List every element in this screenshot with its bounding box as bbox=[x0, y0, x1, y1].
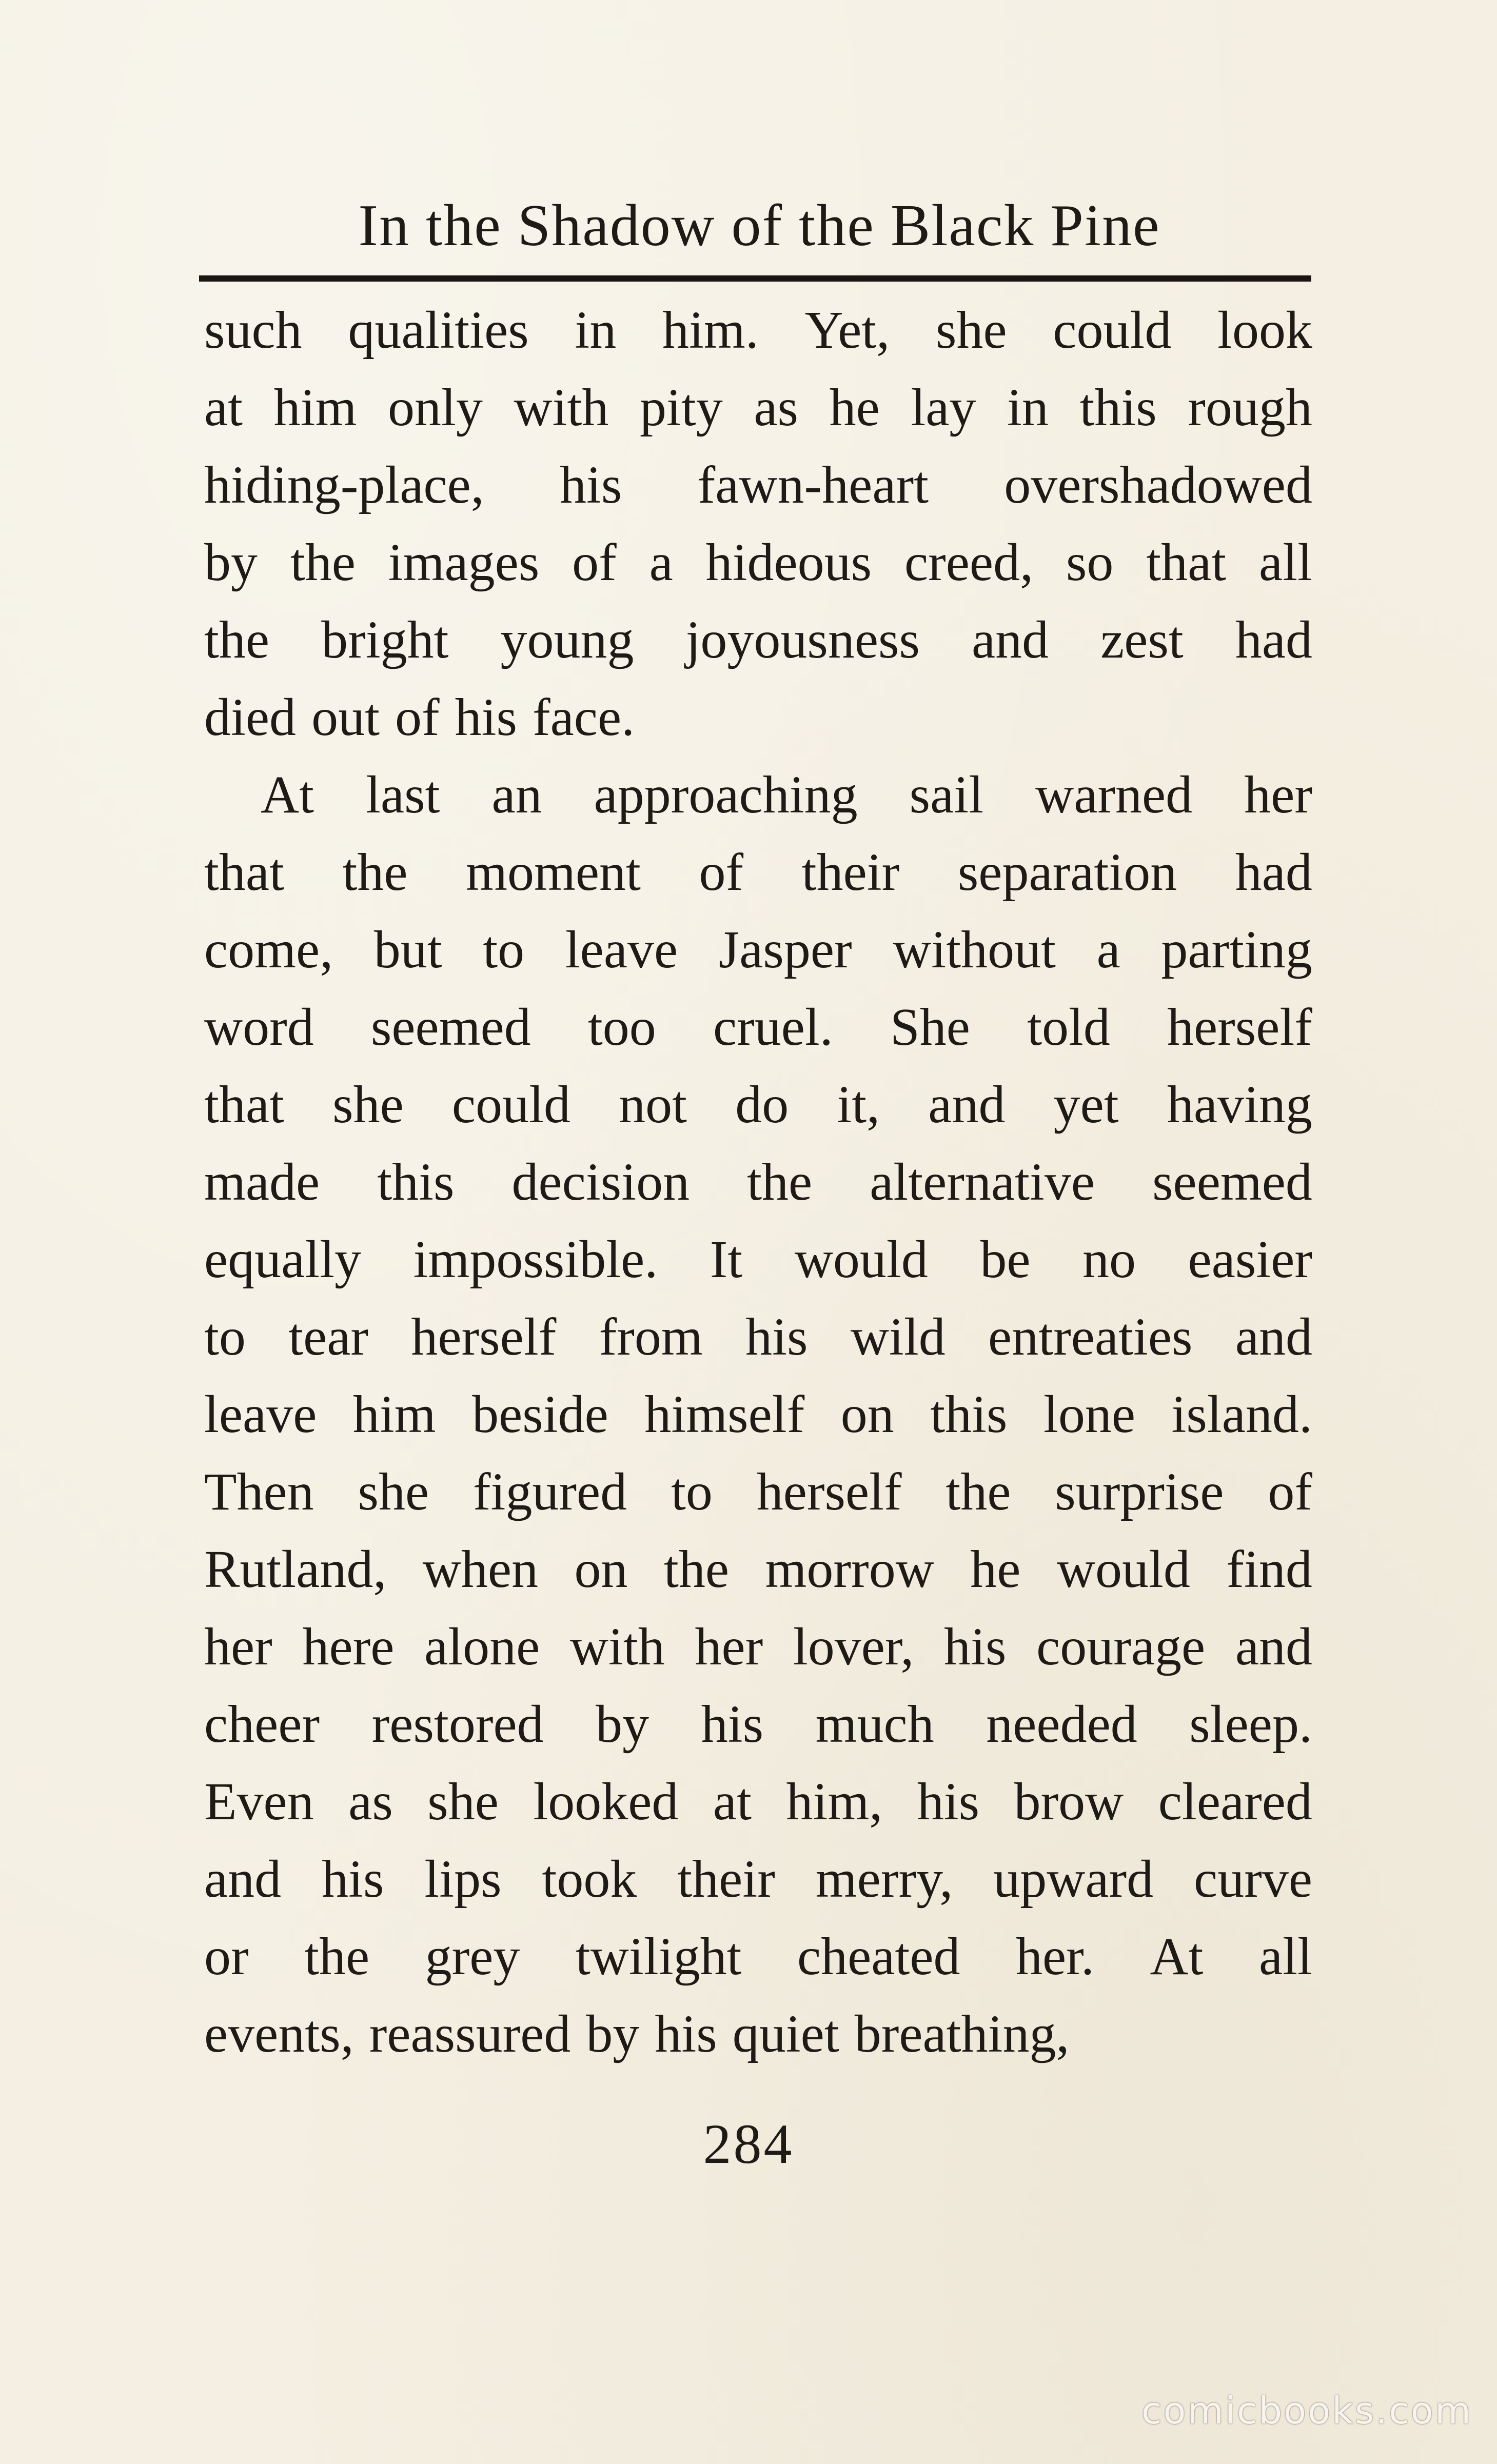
word: his bbox=[560, 455, 622, 514]
word: made bbox=[204, 1152, 320, 1211]
word: courage bbox=[1036, 1617, 1206, 1676]
word: cleared bbox=[1158, 1772, 1312, 1831]
word: all bbox=[1258, 1927, 1312, 1986]
word: lips bbox=[424, 1850, 502, 1909]
word: rough bbox=[1188, 378, 1312, 437]
word: hiding-place, bbox=[204, 455, 484, 514]
word: do bbox=[735, 1075, 789, 1134]
word: her. bbox=[1015, 1927, 1095, 1986]
word: creed, bbox=[904, 533, 1034, 592]
text-line bbox=[204, 1143, 1312, 1221]
word: he bbox=[970, 1540, 1021, 1599]
word: could bbox=[1053, 301, 1172, 360]
word: to bbox=[671, 1462, 713, 1521]
word: by bbox=[596, 1695, 649, 1754]
word: she bbox=[358, 1462, 429, 1521]
word: at bbox=[713, 1772, 752, 1831]
word: face. bbox=[532, 688, 635, 747]
word: she bbox=[332, 1075, 404, 1134]
word: in bbox=[1007, 378, 1049, 437]
text-line bbox=[204, 988, 1312, 1066]
word: to bbox=[483, 920, 525, 979]
word: It bbox=[710, 1230, 743, 1289]
word: curve bbox=[1194, 1850, 1312, 1909]
word: seemed bbox=[370, 998, 531, 1057]
word: the bbox=[204, 610, 270, 669]
text-line bbox=[204, 601, 1312, 679]
header-rule bbox=[199, 275, 1311, 282]
word: or bbox=[204, 1927, 249, 1986]
word: on bbox=[840, 1385, 894, 1444]
word: of bbox=[1268, 1462, 1312, 1521]
word: from bbox=[599, 1307, 703, 1366]
word: that bbox=[204, 1075, 284, 1134]
word: parting bbox=[1161, 920, 1312, 979]
word: in bbox=[575, 301, 617, 360]
word: and bbox=[928, 1075, 1006, 1134]
word: as bbox=[348, 1772, 393, 1831]
watermark-text: comicbooks.com bbox=[1141, 2389, 1472, 2432]
text-line bbox=[204, 1685, 1312, 1763]
text-line bbox=[204, 1221, 1312, 1298]
word: with bbox=[569, 1617, 665, 1676]
word: the bbox=[304, 1927, 370, 1986]
word: last bbox=[366, 765, 440, 824]
word: it, bbox=[837, 1075, 880, 1134]
word: his bbox=[944, 1617, 1007, 1676]
word: decision bbox=[511, 1152, 690, 1211]
word: moment bbox=[466, 843, 641, 902]
word: herself bbox=[756, 1462, 902, 1521]
word: approaching bbox=[594, 765, 858, 824]
word: him bbox=[273, 378, 357, 437]
word: be bbox=[980, 1230, 1031, 1289]
word: would bbox=[1056, 1540, 1190, 1599]
word: her bbox=[1244, 765, 1312, 824]
word: joyousness bbox=[685, 610, 920, 669]
word: of bbox=[395, 688, 440, 747]
text-line bbox=[204, 1763, 1312, 1840]
word: a bbox=[649, 533, 673, 592]
word: would bbox=[794, 1230, 928, 1289]
word: too bbox=[587, 998, 656, 1057]
word: here bbox=[302, 1617, 395, 1676]
word: impossible. bbox=[413, 1230, 658, 1289]
text-line bbox=[204, 1995, 1312, 2073]
word: images bbox=[388, 533, 540, 592]
text-line bbox=[204, 756, 1312, 833]
word: of bbox=[699, 843, 744, 902]
word: bright bbox=[321, 610, 449, 669]
word: him bbox=[352, 1385, 436, 1444]
word: cheated bbox=[797, 1927, 960, 1986]
word: their bbox=[801, 843, 900, 902]
text-line bbox=[204, 1840, 1312, 1918]
word: qualities bbox=[348, 301, 529, 360]
word: not bbox=[619, 1075, 687, 1134]
word: with bbox=[514, 378, 609, 437]
word: tear bbox=[288, 1307, 369, 1366]
word: when bbox=[422, 1540, 539, 1599]
body-text bbox=[204, 291, 1312, 2073]
word: alternative bbox=[870, 1152, 1095, 1211]
word: wild bbox=[850, 1307, 946, 1366]
word: his bbox=[455, 688, 517, 747]
word: his bbox=[701, 1695, 764, 1754]
word: having bbox=[1167, 1075, 1312, 1134]
text-line bbox=[204, 369, 1312, 446]
word: entreaties bbox=[988, 1307, 1193, 1366]
word: cruel. bbox=[713, 998, 833, 1057]
word: alone bbox=[424, 1617, 540, 1676]
word: that bbox=[1146, 533, 1227, 592]
word: told bbox=[1027, 998, 1110, 1057]
word: find bbox=[1226, 1540, 1312, 1599]
word: took bbox=[542, 1850, 637, 1909]
word: young bbox=[500, 610, 634, 669]
text-line bbox=[204, 446, 1312, 524]
word: she bbox=[427, 1772, 499, 1831]
word: morrow bbox=[765, 1540, 934, 1599]
word: a bbox=[1096, 920, 1120, 979]
word: and bbox=[971, 610, 1049, 669]
word: lover, bbox=[793, 1617, 914, 1676]
word: merry, bbox=[815, 1850, 953, 1909]
word: leave bbox=[204, 1385, 317, 1444]
word: look bbox=[1217, 301, 1312, 360]
word: his bbox=[322, 1850, 384, 1909]
text-line bbox=[204, 1608, 1312, 1685]
word: warned bbox=[1035, 765, 1193, 824]
text-line bbox=[204, 1453, 1312, 1531]
word: their bbox=[677, 1850, 775, 1909]
word: cheer bbox=[204, 1695, 320, 1754]
word: had bbox=[1235, 610, 1312, 669]
running-head: In the Shadow of the Black Pine bbox=[358, 193, 1160, 259]
word: the bbox=[946, 1462, 1011, 1521]
word: the bbox=[290, 533, 356, 592]
text-line bbox=[204, 833, 1312, 911]
word: breathing, bbox=[854, 2004, 1070, 2063]
word: events, bbox=[204, 2004, 354, 2063]
word: fawn-heart bbox=[697, 455, 929, 514]
text-line bbox=[204, 291, 1312, 369]
word: sleep. bbox=[1189, 1695, 1312, 1754]
text-line bbox=[204, 1531, 1312, 1608]
word: quiet bbox=[732, 2004, 839, 2063]
word: At bbox=[261, 765, 314, 824]
word: come, bbox=[204, 920, 333, 979]
text-line bbox=[204, 1298, 1312, 1376]
word: and bbox=[1235, 1307, 1312, 1366]
word: Rutland, bbox=[204, 1540, 387, 1599]
word: seemed bbox=[1152, 1152, 1312, 1211]
word: him. bbox=[662, 301, 759, 360]
word: hideous bbox=[705, 533, 872, 592]
word: by bbox=[204, 533, 258, 592]
word: overshadowed bbox=[1004, 455, 1312, 514]
word: Yet, bbox=[804, 301, 890, 360]
text-line bbox=[204, 1918, 1312, 1995]
word: only bbox=[388, 378, 483, 437]
word: he bbox=[829, 378, 880, 437]
word: restored bbox=[371, 1695, 544, 1754]
word: by bbox=[586, 2004, 640, 2063]
word: Jasper bbox=[718, 920, 852, 979]
word: had bbox=[1235, 843, 1312, 902]
word: looked bbox=[533, 1772, 679, 1831]
word: her bbox=[204, 1617, 272, 1676]
word: Even bbox=[204, 1772, 314, 1831]
page-number: 284 bbox=[703, 2113, 794, 2175]
word: no bbox=[1082, 1230, 1136, 1289]
word: to bbox=[204, 1307, 246, 1366]
word: this bbox=[930, 1385, 1008, 1444]
word: that bbox=[204, 843, 284, 902]
word: himself bbox=[644, 1385, 805, 1444]
word: surprise bbox=[1055, 1462, 1224, 1521]
word: all bbox=[1259, 533, 1312, 592]
word: without bbox=[893, 920, 1056, 979]
word: zest bbox=[1100, 610, 1184, 669]
word: At bbox=[1150, 1927, 1204, 1986]
text-line bbox=[204, 1376, 1312, 1453]
word: much bbox=[815, 1695, 934, 1754]
word: on bbox=[574, 1540, 628, 1599]
word: brow bbox=[1014, 1772, 1124, 1831]
word: her bbox=[695, 1617, 763, 1676]
word: the bbox=[342, 843, 408, 902]
text-line bbox=[204, 679, 1312, 756]
word: the bbox=[747, 1152, 813, 1211]
word: pity bbox=[639, 378, 723, 437]
word: lone bbox=[1043, 1385, 1136, 1444]
word: word bbox=[204, 998, 314, 1057]
text-line bbox=[204, 911, 1312, 988]
word: of bbox=[572, 533, 617, 592]
word: she bbox=[935, 301, 1007, 360]
word: equally bbox=[204, 1230, 362, 1289]
word: upward bbox=[993, 1850, 1154, 1909]
word: and bbox=[1235, 1617, 1312, 1676]
word: such bbox=[204, 301, 302, 360]
word: beside bbox=[472, 1385, 608, 1444]
text-line bbox=[204, 524, 1312, 601]
word: but bbox=[373, 920, 442, 979]
word: died bbox=[204, 688, 297, 747]
word: his bbox=[655, 2004, 717, 2063]
word: lay bbox=[911, 378, 976, 437]
word: reassured bbox=[369, 2004, 571, 2063]
word: yet bbox=[1053, 1075, 1119, 1134]
text-line bbox=[204, 1066, 1312, 1143]
word: as bbox=[754, 378, 798, 437]
word: and bbox=[204, 1850, 282, 1909]
word: island. bbox=[1171, 1385, 1312, 1444]
word: She bbox=[890, 998, 970, 1057]
word: leave bbox=[565, 920, 678, 979]
word: sail bbox=[909, 765, 984, 824]
word: his bbox=[745, 1307, 808, 1366]
word: grey bbox=[425, 1927, 520, 1986]
word: Then bbox=[204, 1462, 314, 1521]
word: could bbox=[451, 1075, 570, 1134]
word: separation bbox=[957, 843, 1177, 902]
word: figured bbox=[472, 1462, 627, 1521]
word: herself bbox=[1167, 998, 1312, 1057]
word: his bbox=[917, 1772, 980, 1831]
word: out bbox=[311, 688, 380, 747]
word: so bbox=[1066, 533, 1114, 592]
word: the bbox=[664, 1540, 730, 1599]
word: herself bbox=[411, 1307, 557, 1366]
word: this bbox=[1079, 378, 1157, 437]
word: this bbox=[377, 1152, 455, 1211]
word: needed bbox=[986, 1695, 1137, 1754]
word: him, bbox=[786, 1772, 883, 1831]
word: an bbox=[491, 765, 542, 824]
word: at bbox=[204, 378, 243, 437]
word: easier bbox=[1188, 1230, 1312, 1289]
word: twilight bbox=[575, 1927, 742, 1986]
